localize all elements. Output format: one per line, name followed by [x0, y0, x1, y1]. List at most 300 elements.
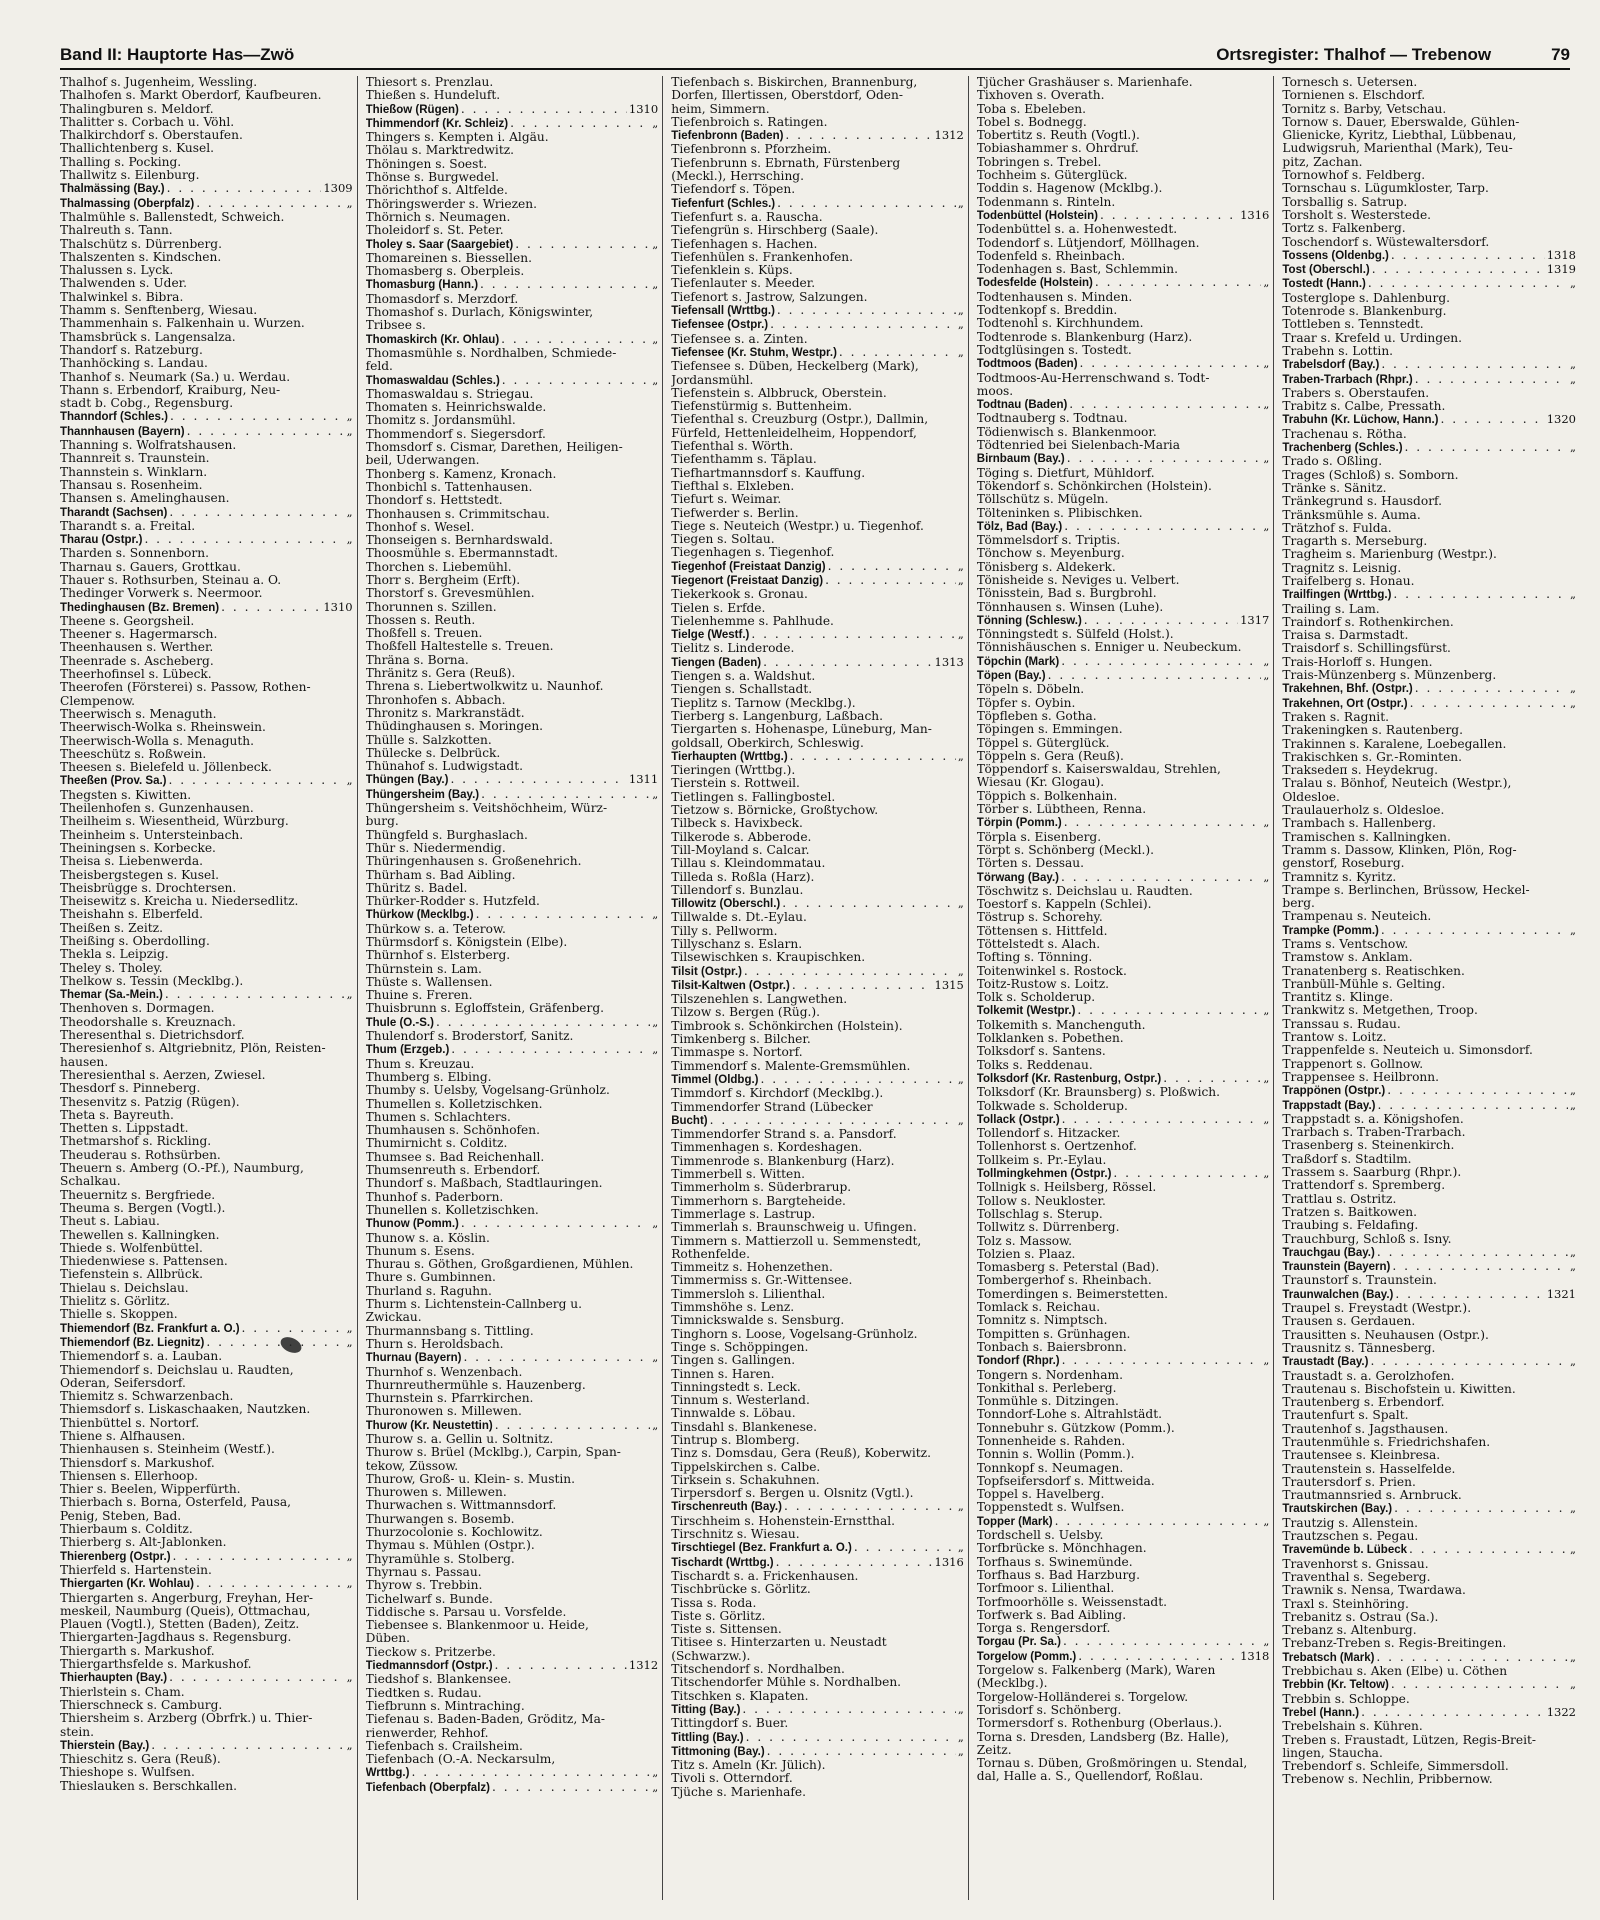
register-entry — [671, 1515, 964, 1528]
leader-dots — [451, 1043, 650, 1056]
entry-text: Thalreuth s. Tann. — [60, 224, 173, 238]
register-entry — [671, 911, 964, 924]
register-entry — [366, 1673, 659, 1686]
entry-page-ref: „ — [346, 410, 353, 424]
entry-text: Törwang (Bay.) — [976, 871, 1060, 884]
register-entry — [60, 1215, 353, 1228]
register-entry — [977, 182, 1270, 195]
entry-text: Tielge (Westf.) — [671, 629, 750, 642]
register-entry — [60, 574, 353, 587]
register-entry — [671, 871, 964, 884]
register-entry — [671, 251, 964, 264]
leader-dots — [1377, 1246, 1568, 1259]
register-entry — [977, 911, 1270, 924]
register-entry — [1282, 482, 1576, 495]
entry-page-ref: „ — [957, 196, 964, 210]
register-entry — [1282, 965, 1576, 978]
entry-text: Thumsee s. Bad Reichenhall. — [365, 1150, 545, 1164]
entry-page-ref: „ — [346, 1321, 353, 1335]
entry-text: Theenhausen s. Werther. — [60, 641, 214, 655]
entry-text: Tirschnitz s. Wiesau. — [671, 1528, 800, 1542]
entry-text: Theuern s. Amberg (O.-Pf.), Naumburg, — [60, 1162, 304, 1176]
register-entry — [671, 1394, 964, 1407]
register-entry — [671, 777, 964, 790]
entry-text: Thörichthof s. Altfelde. — [365, 184, 508, 198]
entry-text: Tolk s. Scholderup. — [976, 991, 1096, 1005]
entry-text: Thürkow (Mecklbg.) — [365, 909, 474, 922]
entry-text: Trätzhof s. Fulda. — [1282, 521, 1392, 535]
register-entry — [366, 574, 659, 587]
entry-page-ref: „ — [1570, 277, 1576, 291]
entry-text: Torgelow (Pomm.) — [976, 1650, 1077, 1663]
entry-text: Tönisstein, Bad s. Burgbrohl. — [976, 587, 1157, 601]
entry-page-ref: „ — [1263, 1354, 1270, 1368]
entry-text: Thuisbrunn s. Egloffstein, Gräfenberg. — [365, 1002, 604, 1016]
entry-text: Tiefenfurt s. a. Rauscha. — [671, 210, 823, 224]
register-entry — [366, 1526, 659, 1539]
register-entry — [977, 1569, 1270, 1582]
register-entry — [366, 976, 659, 989]
entry-text: Theresienthal s. Aerzen, Zwiesel. — [60, 1068, 266, 1082]
entry-text: Thurnhof s. Wenzenbach. — [365, 1365, 523, 1379]
register-entry — [977, 467, 1270, 480]
entry-text: Trais-Münzenberg s. Münzenberg. — [1282, 669, 1497, 683]
entry-text: Thierfeld s. Hartenstein. — [60, 1563, 212, 1577]
register-entry — [60, 1536, 353, 1549]
register-entry — [671, 1020, 964, 1033]
entry-page-ref: 1311 — [628, 773, 659, 787]
entry-text: Traunwalchen (Bay.) — [1282, 1288, 1394, 1301]
register-entry — [60, 129, 353, 142]
entry-text: Tiefenthal s. Wörth. — [671, 440, 794, 454]
entry-page-ref: „ — [1570, 1502, 1576, 1516]
register-entry — [1282, 1329, 1576, 1342]
register-entry — [366, 802, 659, 815]
entry-text: Trebbichau s. Aken (Elbe) u. Cöthen — [1282, 1665, 1508, 1679]
register-entry — [366, 1002, 659, 1015]
register-entry — [671, 1650, 964, 1663]
entry-text: Traisdorf s. Schillingsfürst. — [1282, 642, 1451, 656]
entry-text: Trakeningken s. Rautenberg. — [1282, 724, 1463, 738]
register-entry — [60, 1523, 353, 1536]
register-entry — [366, 936, 659, 949]
entry-text: Thierenberg (Ostpr.) — [60, 1550, 171, 1563]
entry-text: Thonseigen s. Bernhardswald. — [365, 534, 553, 548]
register-entry — [366, 760, 659, 773]
entry-text: Traar s. Krefeld u. Ürdingen. — [1282, 331, 1463, 345]
entry-text: Thandorf s. Ratzeburg. — [60, 343, 203, 357]
register-entry-main — [977, 357, 1270, 371]
register-entry — [1282, 1206, 1576, 1219]
register-entry — [671, 1221, 964, 1234]
register-entry-main — [671, 318, 964, 332]
entry-text: Tömmelsdorf s. Triptis. — [976, 534, 1121, 548]
register-entry-main — [1282, 1084, 1576, 1098]
register-entry — [977, 1248, 1270, 1261]
register-entry — [60, 1457, 353, 1470]
register-entry — [671, 642, 964, 655]
entry-page-ref: „ — [1263, 452, 1270, 466]
leader-dots — [785, 129, 932, 142]
register-entry — [1282, 1489, 1576, 1502]
volume-title: Band II: Hauptorte Has—Zwö — [60, 45, 295, 64]
entry-text: Tjüche s. Marienhafe. — [671, 1785, 806, 1799]
leader-dots — [167, 182, 322, 195]
register-entry-main — [977, 398, 1270, 412]
entry-text: Tollnigk s. Heilsberg, Rössel. — [976, 1181, 1157, 1195]
leader-dots — [751, 628, 955, 641]
entry-text: Plauen (Vogtl.), Stetten (Baden), Zeitz. — [60, 1618, 300, 1632]
entry-text: Trampenau s. Neuteich. — [1282, 910, 1432, 924]
entry-page-ref: „ — [1263, 1514, 1270, 1528]
register-entry-main — [977, 1635, 1270, 1649]
entry-page-ref: 1322 — [1546, 1705, 1576, 1719]
entry-text: Timkenberg s. Bilcher. — [671, 1033, 811, 1047]
entry-text: Tirschtiegel (Bez. Frankfurt a. O.) — [671, 1542, 852, 1555]
entry-text: Tollenhorst s. Oertzenhof. — [976, 1140, 1137, 1154]
register-entry — [60, 1002, 353, 1015]
entry-text: Tjücher Grashäuser s. Marienhafe. — [976, 76, 1193, 89]
entry-text: Timmshöhe s. Lenz. — [671, 1301, 795, 1315]
register-entry — [671, 157, 964, 170]
register-entry — [60, 1189, 353, 1202]
entry-text: Törpla s. Eisenberg. — [976, 830, 1102, 844]
register-entry — [60, 748, 353, 761]
entry-text: Trattendorf s. Spremberg. — [1282, 1179, 1446, 1193]
entry-text: Tiefenfurt (Schles.) — [671, 197, 776, 210]
leader-dots — [501, 333, 650, 346]
register-entry — [977, 1529, 1270, 1542]
entry-page-ref: „ — [957, 749, 964, 763]
register-entry — [1282, 831, 1576, 844]
entry-text: Torsballig s. Satrup. — [1282, 195, 1408, 209]
entry-page-ref: „ — [1263, 1167, 1270, 1181]
entry-text: Thüste s. Wallensen. — [365, 975, 493, 989]
register-entry — [671, 1208, 964, 1221]
entry-text: Thiesort s. Prenzlau. — [365, 76, 494, 89]
register-entry — [671, 1235, 964, 1248]
entry-text: Tilbeck s. Havixbeck. — [671, 817, 803, 831]
entry-text: Tiefhartmannsdorf s. Kauffung. — [671, 466, 866, 480]
entry-text: Thalmühle s. Ballenstedt, Schweich. — [60, 210, 285, 224]
entry-text: Tinghorn s. Loose, Vogelsang-Grünholz. — [671, 1327, 918, 1341]
entry-text: Tiefensee s. a. Zinten. — [671, 332, 808, 346]
entry-text: Tiefenbroich s. Ratingen. — [671, 115, 828, 129]
leader-dots — [221, 601, 321, 614]
entry-text: Tornau s. Düben, Großmöringen u. Stendal, — [976, 1757, 1248, 1771]
entry-text: Traisa s. Darmstadt. — [1282, 629, 1409, 643]
leader-dots — [1080, 357, 1262, 370]
entry-text: Fürfeld, Hettenleidelheim, Hoppendorf, — [671, 426, 917, 440]
entry-text: Tiedmannsdorf (Ostpr.) — [365, 1660, 493, 1673]
leader-dots — [450, 773, 626, 786]
entry-text: Tittmoning (Bay.) — [671, 1745, 765, 1758]
register-entry — [977, 103, 1270, 116]
entry-text: Todenbüttel (Holstein) — [976, 209, 1098, 222]
entry-text: Tietlingen s. Fallingbostel. — [671, 790, 836, 804]
entry-text: Todesfelde (Holstein) — [976, 277, 1093, 290]
entry-text: Tornitz s. Barby, Vetschau. — [1282, 102, 1447, 116]
register-entry-main — [671, 628, 964, 642]
entry-text: Theiningsen s. Korbecke. — [60, 841, 216, 855]
entry-text: Trattlau s. Ostritz. — [1282, 1192, 1397, 1206]
entry-text: Tillwalde s. Dt.-Eylau. — [671, 911, 807, 925]
register-entry — [1282, 1342, 1576, 1355]
register-entry — [671, 1141, 964, 1154]
entry-page-ref: „ — [1570, 923, 1576, 937]
register-entry — [366, 1727, 659, 1740]
register-entry — [366, 1084, 659, 1097]
entry-text: Theut s. Labiau. — [60, 1215, 160, 1229]
register-entry — [977, 1127, 1270, 1140]
leader-dots — [742, 1703, 955, 1716]
entry-text: Thurow s. Brüel (Mcklbg.), Carpin, Span- — [365, 1446, 621, 1460]
register-entry — [1282, 978, 1576, 991]
entry-text: Tiefenstein s. Albbruck, Oberstein. — [671, 386, 887, 400]
register-entry — [366, 1124, 659, 1137]
entry-text: (Mecklbg.). — [976, 1677, 1048, 1691]
entry-text: Tofting s. Tönning. — [976, 951, 1093, 965]
register-entry — [1282, 222, 1576, 235]
register-entry — [60, 1403, 353, 1416]
register-entry — [1282, 1598, 1576, 1611]
leader-dots — [1381, 924, 1568, 937]
entry-text: Theuma s. Bergen (Vogtl.). — [60, 1201, 226, 1215]
register-entry — [671, 1421, 964, 1434]
entry-page-ref: „ — [957, 897, 964, 911]
register-entry-main — [366, 908, 659, 922]
entry-text: Titisee s. Hinterzarten u. Neustadt — [671, 1636, 887, 1650]
entry-text: Tiefenhülen s. Frankenhofen. — [671, 250, 854, 264]
register-entry — [671, 546, 964, 559]
entry-page-ref: „ — [1263, 276, 1270, 290]
entry-text: Timmerlage s. Lastrup. — [671, 1207, 816, 1221]
register-entry — [977, 1462, 1270, 1475]
register-entry — [1282, 1409, 1576, 1422]
register-entry — [60, 317, 353, 330]
register-entry — [366, 949, 659, 962]
register-entry — [671, 697, 964, 710]
register-entry — [60, 397, 353, 410]
entry-text: rienwerder, Rehhof. — [365, 1726, 489, 1740]
entry-text: Tiefenbach (O.-A. Neckarsulm, — [365, 1753, 556, 1767]
register-entry-main — [1282, 1355, 1576, 1369]
register-entry — [977, 1664, 1270, 1677]
leader-dots — [196, 197, 344, 210]
register-entry — [1282, 738, 1576, 751]
entry-text: Tiefenbach s. Biskirchen, Brannenburg, — [671, 76, 918, 89]
entry-text: Thomitz s. Jordansmühl. — [365, 414, 516, 428]
entry-text: Trakinnen s. Karalene, Loebegallen. — [1282, 737, 1507, 751]
register-entry — [671, 1314, 964, 1327]
register-entry — [977, 1328, 1270, 1341]
register-entry — [977, 1582, 1270, 1595]
entry-text: Theener s. Hagermarsch. — [60, 628, 218, 642]
register-entry — [671, 1583, 964, 1596]
entry-text: Thommendorf s. Siegersdorf. — [365, 427, 546, 441]
entry-text: Thalhofen s. Markt Oberdorf, Kaufbeuren. — [60, 89, 322, 103]
register-entry-main — [60, 1577, 353, 1591]
entry-text: Trautenhof s. Jagsthausen. — [1282, 1422, 1449, 1436]
register-entry — [60, 1618, 353, 1631]
register-entry — [60, 1109, 353, 1122]
leader-dots — [1368, 277, 1568, 290]
register-entry — [1282, 1423, 1576, 1436]
entry-page-ref: „ — [346, 424, 353, 438]
entry-text: Todtnau (Baden) — [976, 399, 1068, 412]
register-entry — [1282, 1018, 1576, 1031]
register-entry — [60, 1417, 353, 1430]
entry-text: Tilsit (Ostpr.) — [671, 965, 742, 978]
entry-text: Clempenow. — [60, 694, 136, 708]
register-entry-main — [1282, 263, 1576, 277]
leader-dots — [1048, 669, 1262, 682]
entry-text: Tollmingkehmen (Ostpr.) — [976, 1168, 1112, 1181]
register-entry-main — [977, 520, 1270, 534]
entry-text: Tökendorf s. Schönkirchen (Holstein). — [976, 479, 1212, 493]
entry-text: Tolklanken s. Pobethen. — [976, 1032, 1124, 1046]
leader-dots — [461, 1217, 650, 1230]
register-entry — [671, 374, 964, 387]
entry-text: Tollack (Ostpr.) — [976, 1113, 1060, 1126]
register-entry — [671, 238, 964, 251]
entry-text: Tönchow s. Meyenburg. — [976, 547, 1125, 561]
entry-text: Tornesch s. Uetersen. — [1282, 76, 1418, 89]
register-entry — [366, 561, 659, 574]
register-entry — [671, 1786, 964, 1799]
register-entry — [671, 1461, 964, 1474]
register-entry — [977, 978, 1270, 991]
leader-dots — [1410, 697, 1568, 710]
entry-text: Theisa s. Liebenwerda. — [60, 855, 203, 869]
entry-text: Tierhaupten (Wrttbg.) — [671, 750, 788, 763]
register-entry — [977, 1314, 1270, 1327]
leader-dots — [502, 374, 650, 387]
entry-text: Torgelow s. Falkenberg (Mark), Waren — [976, 1664, 1216, 1678]
entry-page-ref: „ — [1570, 1650, 1576, 1664]
register-entry — [1282, 1071, 1576, 1084]
entry-text: Thurau s. Göthen, Großgardienen, Mühlen. — [365, 1258, 634, 1272]
register-entry — [366, 1619, 659, 1632]
register-entry — [366, 521, 659, 534]
entry-text: Thülecke s. Delbrück. — [365, 746, 501, 760]
entry-text: Thomasmühle s. Nordhalben, Schmiede- — [365, 346, 617, 360]
register-entry — [366, 963, 659, 976]
entry-text: Theeschütz s. Roßwein. — [60, 747, 207, 761]
register-entry — [60, 1350, 353, 1363]
register-entry-main — [977, 1072, 1270, 1086]
register-entry — [366, 547, 659, 560]
register-entry — [60, 304, 353, 317]
entry-text: Thomaten s. Heinrichswalde. — [365, 401, 547, 415]
register-entry — [60, 1202, 353, 1215]
entry-text: Todtnauberg s. Todtnau. — [976, 412, 1128, 426]
entry-text: Thiergarten (Kr. Wohlau) — [60, 1578, 194, 1591]
entry-text: Thoßfell s. Treuen. — [365, 627, 483, 641]
entry-page-ref: „ — [957, 1500, 964, 1514]
entry-text: Theißing s. Oberdolling. — [60, 935, 210, 948]
entry-text: Tornienen s. Elschdorf. — [1282, 89, 1426, 103]
entry-text: Thanndorf (Schles.) — [60, 411, 168, 424]
register-entry — [671, 1636, 964, 1649]
entry-text: Tosterglope s. Dahlenburg. — [1282, 291, 1451, 305]
register-entry — [1282, 318, 1576, 331]
entry-text: Thieshope s. Wulfsen. — [60, 1766, 195, 1780]
entry-page-ref: „ — [1263, 654, 1270, 668]
entry-text: Tiefenstürmig s. Buttenheim. — [671, 400, 853, 414]
entry-page-ref: „ — [652, 1351, 659, 1365]
leader-dots — [784, 1500, 956, 1513]
register-entry — [977, 1691, 1270, 1704]
register-entry — [671, 844, 964, 857]
entry-text: Tortz s. Falkenberg. — [1282, 222, 1406, 236]
entry-text: Tholeidorf s. St. Peter. — [365, 224, 504, 238]
register-entry — [977, 1731, 1270, 1744]
entry-text: Thurwachen s. Wittmannsdorf. — [365, 1499, 557, 1513]
register-entry — [671, 1528, 964, 1541]
entry-text: Tonkithal s. Perleberg. — [976, 1381, 1117, 1395]
entry-text: Thallwitz s. Eilenburg. — [60, 169, 200, 183]
entry-text: Tivoli s. Otterndorf. — [671, 1772, 793, 1786]
entry-text: Töpingen s. Emmingen. — [976, 723, 1123, 737]
leader-dots — [476, 908, 651, 921]
register-entry — [977, 317, 1270, 330]
entry-text: Thomasdorf s. Merzdorf. — [365, 292, 519, 306]
register-entry — [671, 277, 964, 290]
register-entry — [1282, 1044, 1576, 1057]
entry-text: Topper (Mark) — [976, 1515, 1053, 1528]
register-entry — [977, 223, 1270, 236]
leader-dots — [782, 897, 956, 910]
register-entry — [366, 481, 659, 494]
register-entry — [60, 224, 353, 237]
entry-text: Thannreit s. Traunstein. — [60, 452, 210, 466]
leader-dots — [1061, 871, 1261, 884]
entry-text: Tieckow s. Pritzerbe. — [365, 1645, 496, 1659]
register-entry — [671, 143, 964, 156]
register-entry — [1282, 495, 1576, 508]
register-entry — [977, 1059, 1270, 1072]
entry-text: Tiefenbrunn s. Ebrnath, Fürstenberg — [671, 156, 901, 170]
register-entry-main — [60, 1671, 353, 1685]
entry-text: Thiedenwiese s. Pattensen. — [60, 1255, 228, 1269]
entry-text: Thomasburg (Hann.) — [365, 279, 479, 292]
entry-text: Thomaswaldau (Schles.) — [365, 374, 500, 387]
leader-dots — [792, 979, 933, 992]
entry-text: Tinnwalde s. Löbau. — [671, 1407, 796, 1421]
register-entry — [366, 1566, 659, 1579]
leader-dots — [1163, 1072, 1261, 1085]
register-entry-main — [60, 506, 353, 520]
register-entry — [671, 413, 964, 426]
register-entry-main — [60, 1550, 353, 1564]
entry-text: Treben s. Fraustadt, Lützen, Regis-Breit- — [1282, 1733, 1537, 1747]
entry-text: Töpfer s. Oybin. — [976, 696, 1076, 710]
leader-dots — [492, 1781, 650, 1794]
entry-text: Timmenhagen s. Kordeshagen. — [671, 1141, 863, 1155]
register-entry — [977, 89, 1270, 102]
register-entry-main — [977, 209, 1270, 223]
leader-dots — [1055, 1515, 1262, 1528]
entry-page-ref: „ — [346, 1671, 353, 1685]
entry-text: Thierberg s. Alt-Jablonken. — [60, 1536, 227, 1550]
entry-text: Trautenberg s. Erbendorf. — [1282, 1396, 1445, 1410]
entry-text: Theesen s. Bielefeld u. Jöllenbeck. — [60, 761, 272, 775]
entry-text: Torgelow-Holländerei s. Torgelow. — [976, 1690, 1189, 1704]
entry-text: Tissa s. Roda. — [671, 1596, 757, 1610]
register-entry — [60, 1443, 353, 1456]
entry-text: Tilkerode s. Abberode. — [671, 830, 812, 844]
